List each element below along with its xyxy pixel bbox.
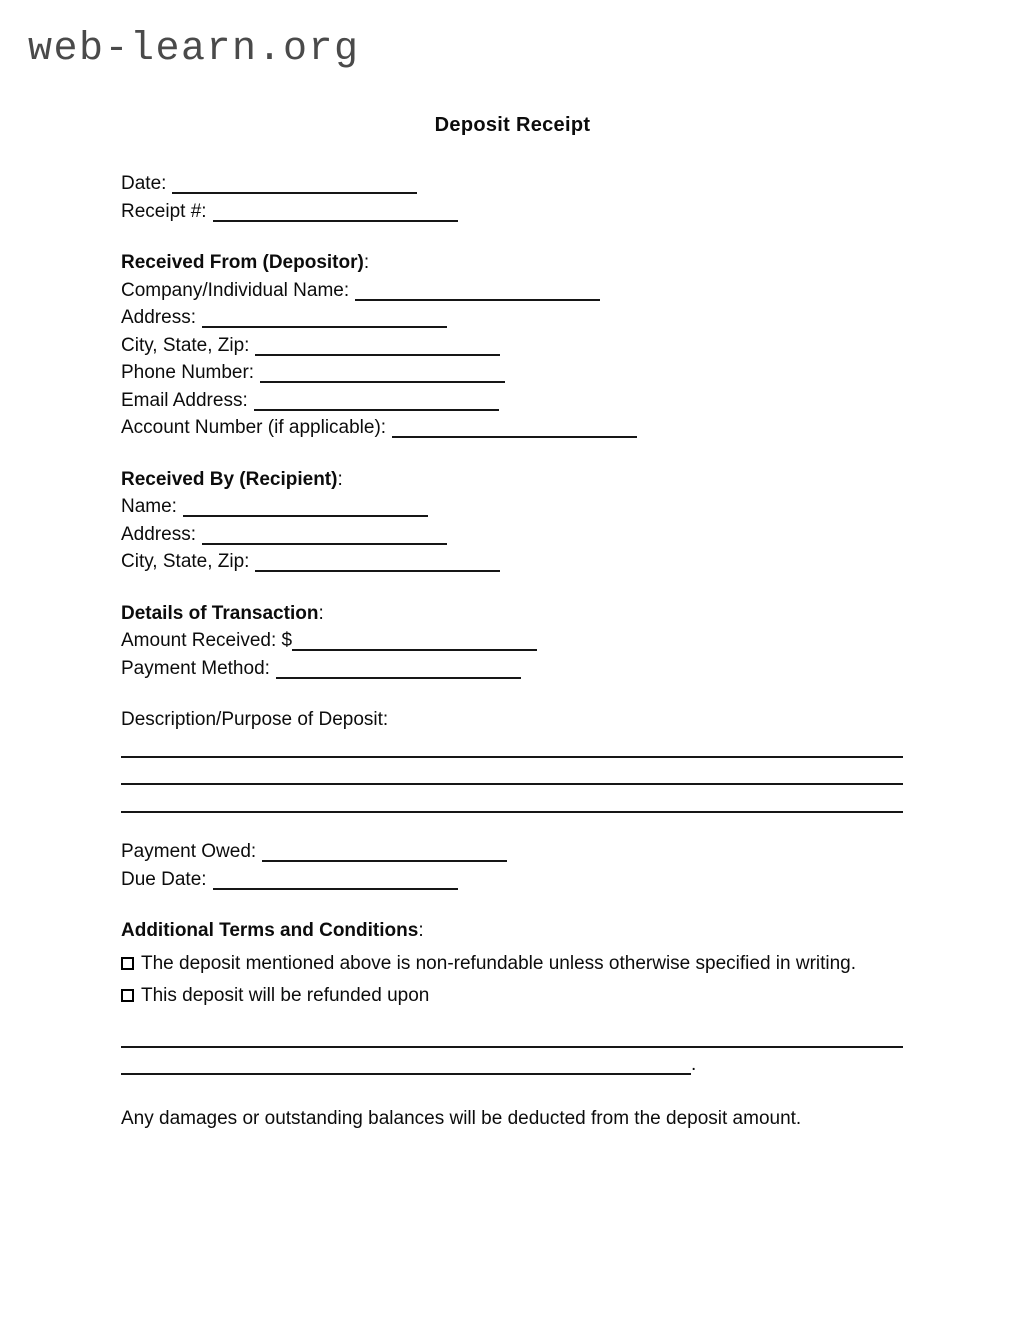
depositor-phone-row xyxy=(121,359,905,387)
depositor-address-row xyxy=(121,304,905,332)
recipient-address-row xyxy=(121,521,905,549)
recipient-name-row xyxy=(121,493,905,521)
date-row xyxy=(121,170,905,198)
depositor-company-label: Company/Individual Name: xyxy=(121,279,350,301)
payment-method-blank[interactable] xyxy=(276,656,521,679)
terms-blank-line-1[interactable] xyxy=(121,1025,903,1048)
description-blank-line-1[interactable] xyxy=(121,735,903,758)
due-date-label: Due Date: xyxy=(121,868,207,890)
depositor-account-label: Account Number (if applicable): xyxy=(121,417,387,438)
depositor-account-blank[interactable] xyxy=(392,415,637,438)
recipient-city-label: City, State, Zip: xyxy=(121,551,250,572)
site-logo: web-learn.org xyxy=(28,27,360,72)
description-label-row xyxy=(121,706,905,734)
payment-owed-row xyxy=(121,838,905,866)
recipient-address-blank[interactable] xyxy=(202,522,447,545)
depositor-city-row xyxy=(121,332,905,360)
depositor-city-label: City, State, Zip: xyxy=(121,334,250,356)
amount-received-row xyxy=(121,627,905,655)
recipient-city-blank[interactable] xyxy=(255,549,500,572)
colon: : xyxy=(318,602,324,624)
receipt-number-blank[interactable] xyxy=(213,199,458,222)
terms-item-non-refundable xyxy=(121,950,905,978)
received-from-heading: Received From (Depositor): xyxy=(121,252,370,273)
depositor-email-blank[interactable] xyxy=(254,388,499,411)
transaction-heading: Details of Transaction: xyxy=(121,602,324,624)
amount-received-blank[interactable] xyxy=(292,628,537,651)
page-title: Deposit Receipt xyxy=(434,114,591,136)
footer-note: Any damages or outstanding balances will be deducted from the deposit amount. xyxy=(121,1107,802,1129)
depositor-account-row xyxy=(121,414,905,442)
terms-item-refund-condition xyxy=(121,982,905,1010)
non-refundable-checkbox[interactable] xyxy=(121,957,134,970)
description-blank-line-2[interactable] xyxy=(121,762,903,785)
due-date-blank[interactable] xyxy=(213,867,458,890)
payment-method-label: Payment Method: xyxy=(121,657,270,679)
due-date-row xyxy=(121,866,905,894)
depositor-city-blank[interactable] xyxy=(255,333,500,356)
description-blank-line-3[interactable] xyxy=(121,790,903,813)
depositor-email-row xyxy=(121,387,905,415)
description-label: Description/Purpose of Deposit: xyxy=(121,709,389,730)
receipt-number-row xyxy=(121,198,905,226)
depositor-phone-blank[interactable] xyxy=(260,360,505,383)
receipt-number-label: Receipt #: xyxy=(121,200,207,222)
amount-received-label: Amount Received: $ xyxy=(121,630,293,651)
depositor-address-label: Address: xyxy=(121,307,196,328)
form-content xyxy=(121,170,905,1132)
depositor-phone-label: Phone Number: xyxy=(121,362,255,383)
recipient-name-blank[interactable] xyxy=(183,494,428,517)
recipient-address-label: Address: xyxy=(121,523,196,545)
non-refundable-label: The deposit mentioned above is non-refundable unless otherwise specified in writing. xyxy=(141,952,857,974)
depositor-company-blank[interactable] xyxy=(355,278,600,301)
colon: : xyxy=(418,920,424,941)
recipient-name-label: Name: xyxy=(121,496,177,517)
refund-condition-label: This deposit will be refunded upon xyxy=(141,985,430,1006)
terms-blank-line-2[interactable] xyxy=(121,1052,691,1075)
description-line-row xyxy=(121,789,905,817)
received-by-heading: Received By (Recipient): xyxy=(121,468,343,490)
payment-owed-blank[interactable] xyxy=(262,839,507,862)
description-line-row xyxy=(121,734,905,762)
date-label: Date: xyxy=(121,173,167,194)
footer-note-row xyxy=(121,1105,905,1133)
terms-line-row xyxy=(121,1024,905,1052)
recipient-city-row xyxy=(121,548,905,576)
date-blank[interactable] xyxy=(172,171,417,194)
colon: : xyxy=(363,252,370,273)
depositor-address-blank[interactable] xyxy=(202,305,447,328)
payment-method-row xyxy=(121,655,905,683)
description-line-row xyxy=(121,761,905,789)
depositor-company-row xyxy=(121,277,905,305)
payment-owed-label: Payment Owed: xyxy=(121,841,257,862)
depositor-email-label: Email Address: xyxy=(121,389,248,411)
terms-heading: Additional Terms and Conditions: xyxy=(121,920,424,941)
terms-period: . xyxy=(691,1054,697,1075)
colon: : xyxy=(337,468,343,490)
terms-line-row xyxy=(121,1051,905,1079)
refund-condition-checkbox[interactable] xyxy=(121,989,134,1002)
